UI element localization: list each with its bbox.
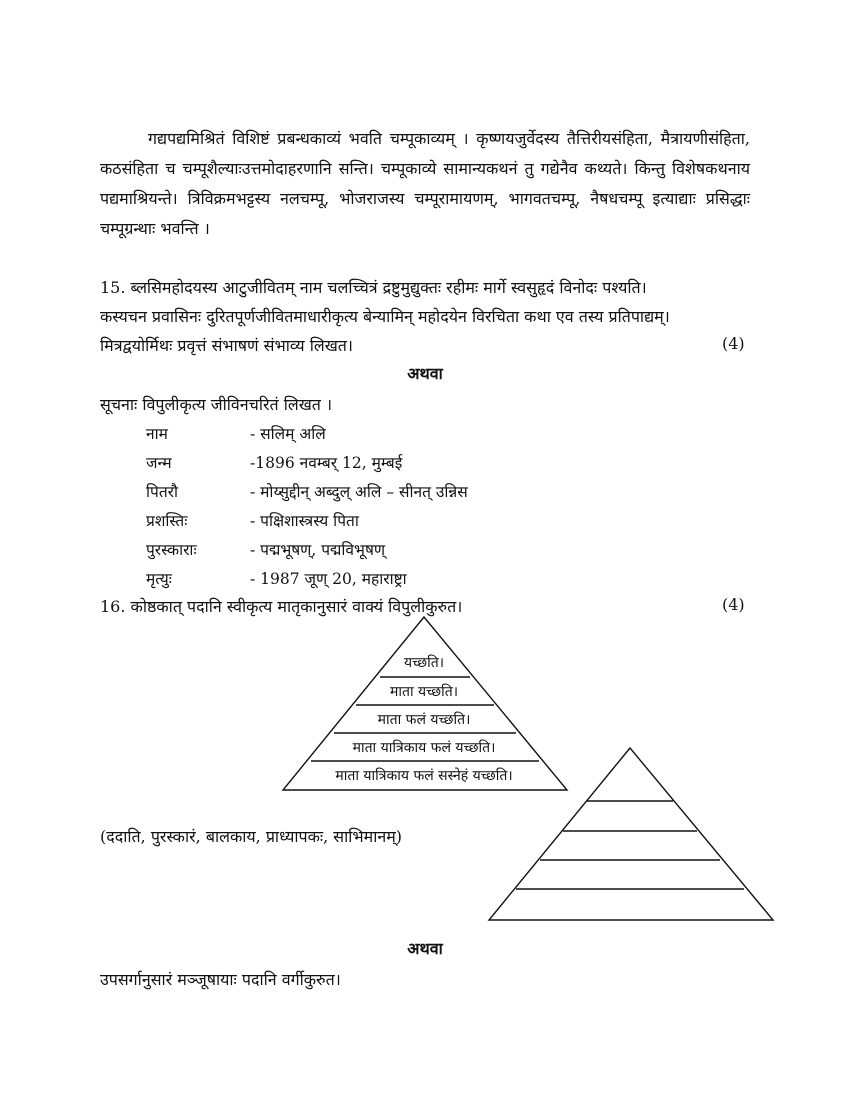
bio-label: नाम [146, 425, 168, 443]
athava-heading-1: अथवा [407, 364, 443, 383]
bio-label: प्रशस्तिः [146, 512, 188, 530]
bio-label: मृत्युः [146, 570, 172, 588]
bio-label: पितरौ [146, 483, 179, 501]
q16-marks: (4) [722, 595, 745, 614]
bio-value: - सलिम् अलि [250, 425, 326, 443]
pyramid-row-5: माता यात्रिकाय फलं सस्नेहं यच्छति। [335, 768, 513, 784]
bio-label: पुरस्काराः [146, 541, 197, 559]
bio-value: - पद्मभूषण्, पद्मविभूषण् [250, 541, 386, 559]
bio-value: - मोय्सुद्दीन् अब्दुल् अलि – सीनत् उन्निस [250, 483, 468, 501]
q16-question: 16. कोष्ठकात् पदानि स्वीकृत्य मातृकानुसारं वाक्यं विपुलीकुरुत। [100, 597, 463, 616]
q15-line-3: मित्रद्वयोर्मिथः प्रवृत्तं संभाषणं संभाव्य लिखत। [100, 336, 353, 355]
q15-line-2: कस्यचन प्रवासिनः दुरितपूर्णजीवितमाधारीकृत्य बेन्यामिन् महोदयेन विरचिता कथा एव तस्य प्रतिपाद्यम्। [100, 307, 670, 326]
pyramid-row-2: माता यच्छति। [389, 684, 459, 700]
word-bank: (ददाति, पुरस्कारं, बालकाय, प्राध्यापकः, साभिमानम्) [100, 827, 403, 846]
bio-value: - 1987 जूण् 20, महाराष्ट्रा [250, 570, 407, 588]
pyramid-row-3: माता फलं यच्छति। [377, 712, 471, 728]
final-instruction: उपसर्गानुसारं मञ्जूषायाः पदानि वर्गीकुरुत। [100, 970, 341, 989]
athava-heading-2: अथवा [407, 939, 443, 958]
biography-instruction: सूचनाः विपुलीकृत्य जीविनचरितं लिखत । [100, 395, 333, 414]
example-pyramid-shape [283, 617, 567, 790]
bio-value: - पक्षिशास्त्रस्य पिता [250, 512, 359, 530]
pyramid-row-4: माता यात्रिकाय फलं यच्छति। [352, 740, 496, 756]
bio-value: -1896 नवम्बर् 12, मुम्बई [250, 454, 403, 472]
bio-label: जन्म [146, 454, 172, 472]
q15-line-1: 15. ब्लसिमहोदयस्य आटुजीवितम् नाम चलच्चित्रं द्रष्टुमुद्युक्तः रहीमः मार्गे स्वसुहृदं विनोदः पश्यति। [100, 278, 647, 297]
intro-paragraph: गद्यपद्यमिश्रितं विशिष्टं प्रबन्धकाव्यं भवति चम्पूकाव्यम् । कृष्णयजुर्वेदस्य तैत्तिरीयसंहिता, मैत्रायणीसंहिता, कठसंहिता च चम्पूशैल्याःउत्तमोदाहरणानि सन्ति। चम्पूकाव्ये सामान्यकथनं तु गद्येनैव कथ्यते। किन्तु विशेषकथनाय पद्यमाश्रियन्ते। त्रिविक्रमभट्टस्य नलचम्पू, भोजराजस्य चम्पूरामायणम्, भागवतचम्पू, नैषधचम्पू इत्याद्याः प्रसिद्धाः चम्पूग्रन्थाः भवन्ति । [100, 129, 750, 238]
q15-marks: (4) [722, 334, 745, 353]
answer-pyramid [489, 748, 773, 920]
pyramid-row-1: यच्छति। [404, 655, 444, 671]
